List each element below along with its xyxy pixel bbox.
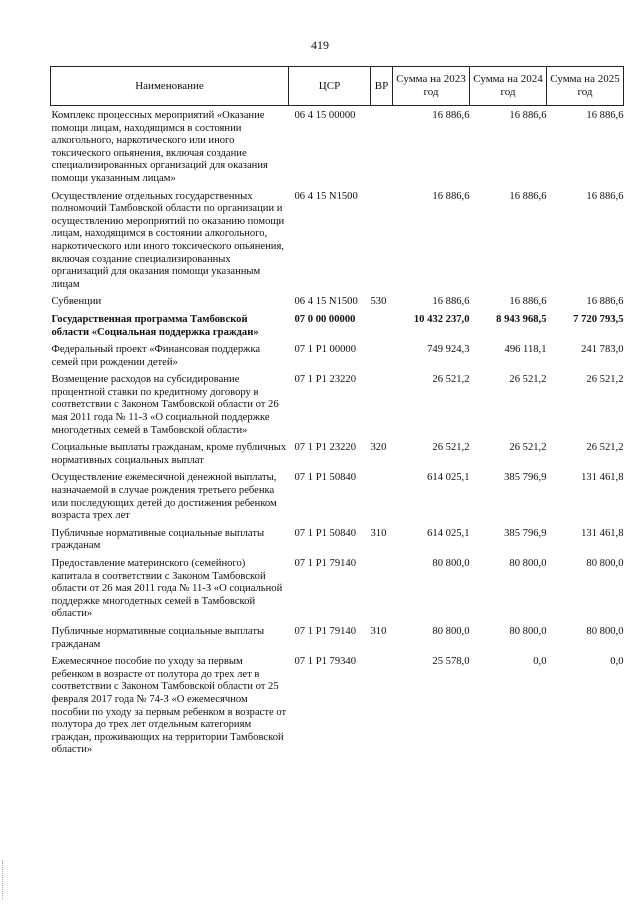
table-row (51, 106, 624, 191)
row-name: Публичные нормативные социальные выплаты гражданам (51, 527, 265, 552)
row-name: Публичные нормативные социальные выплаты гражданам (51, 625, 265, 650)
row-sum-2024: 80 800,0 (509, 625, 547, 637)
row-vr: 530 (370, 296, 387, 308)
row-csr: 06 4 15 00000 (294, 110, 356, 121)
row-sum-2024: 26 521,2 (509, 374, 547, 386)
table-row (51, 558, 624, 626)
table-row (51, 374, 624, 442)
row-sum-2024: 16 886,6 (509, 110, 547, 121)
header-sum-2023: Сумма на 2023 год (393, 67, 470, 106)
row-sum-2025: 0,0 (610, 656, 624, 668)
row-sum-2025: 7 720 793,5 (573, 313, 624, 325)
row-name: Федеральный проект «Финансовая поддержка семей при рождении детей» (51, 344, 261, 368)
budget-table (50, 66, 624, 762)
row-csr: 07 1 P1 79340 (294, 656, 357, 668)
row-csr: 07 1 P1 23220 (294, 374, 357, 386)
table-row (51, 442, 624, 472)
row-sum-2024: 8 943 968,5 (496, 313, 547, 325)
row-vr (371, 344, 393, 374)
row-vr (371, 106, 393, 191)
row-csr: 07 1 P1 79140 (294, 625, 357, 637)
row-sum-2023: 16 886,6 (432, 296, 470, 308)
scan-artifact: · · · · (288, 652, 322, 658)
header-vr: ВР (371, 67, 393, 106)
row-name: Комплекс процессных мероприятий «Оказание помощи лицам, находящимся в состоянии алкогольного, наркотического или иного токсического опьянения, включая создание специализированных организаций для оказания помощи указанным лицам» (51, 110, 268, 184)
table-body (51, 106, 624, 762)
table-row (51, 528, 624, 558)
row-name: Возмещение расходов на субсидирование процентной ставки по кредитному договору в соответствии с Законом Тамбовской области от 26 мая 2011 года № 11-З «О социальной поддержке многодетных семей в Тамбовской области» (51, 374, 279, 436)
row-vr (371, 314, 393, 344)
table-row (51, 344, 624, 374)
row-sum-2025: 26 521,2 (586, 442, 624, 454)
scan-edge (2, 860, 5, 900)
row-name: Предоставление материнского (семейного) капитала в соответствии с Законом Тамбовской области от 26 мая 2011 года № 11-З «О социальной поддержке многодетных семей в Тамбовской области» (51, 558, 283, 620)
row-sum-2024: 16 886,6 (509, 296, 547, 308)
row-csr: 07 1 P1 00000 (294, 344, 357, 356)
row-sum-2025: 131 461,8 (581, 472, 624, 484)
row-vr: 310 (370, 527, 387, 539)
header-csr: ЦСР (289, 67, 371, 106)
row-sum-2023: 80 800,0 (432, 625, 470, 637)
row-sum-2024: 385 796,9 (504, 527, 547, 539)
row-csr: 07 1 P1 23220 (294, 442, 357, 454)
row-name: Осуществление отдельных государственных полномочий Тамбовской области по организации и осуществлению мероприятий по оказанию помощи лицам, находящимся в состоянии алкогольного, наркотического или иного токсического опьянения, включая создание специализированных организаций для оказания помощи указанным лицам (51, 190, 285, 290)
row-sum-2023: 16 886,6 (432, 110, 470, 121)
row-csr: 07 1 P1 50840 (294, 472, 357, 484)
row-csr: 06 4 15 N1500 (294, 296, 358, 308)
row-sum-2023: 80 800,0 (432, 558, 470, 569)
row-csr: 07 0 00 00000 (294, 313, 356, 325)
row-name: Осуществление ежемесячной денежной выплаты, назначаемой в случае рождения третьего ребенка или последующих детей до достижения ребенком возраста трех лет (51, 472, 277, 522)
row-sum-2023: 614 025,1 (427, 472, 470, 484)
table-row (51, 191, 624, 297)
row-sum-2025: 16 886,6 (586, 190, 624, 202)
row-sum-2025: 16 886,6 (586, 110, 624, 121)
row-csr: 06 4 15 N1500 (294, 190, 358, 202)
row-sum-2023: 749 924,3 (427, 344, 470, 356)
table-header-row (51, 67, 624, 106)
row-sum-2025: 80 800,0 (586, 558, 624, 569)
row-name: Социальные выплаты гражданам, кроме публичных нормативных социальных выплат (51, 442, 287, 466)
row-sum-2024: 496 118,1 (504, 344, 547, 356)
table-row (51, 296, 624, 314)
row-vr (371, 191, 393, 297)
row-vr: 310 (370, 625, 387, 637)
row-vr (371, 472, 393, 527)
row-name: Государственная программа Тамбовской области «Социальная поддержка граждан» (51, 313, 259, 338)
row-sum-2024: 80 800,0 (509, 558, 547, 569)
row-sum-2024: 16 886,6 (509, 190, 547, 202)
row-sum-2024: 385 796,9 (504, 472, 547, 484)
row-sum-2023: 16 886,6 (432, 190, 470, 202)
header-sum-2024: Сумма на 2024 год (470, 67, 547, 106)
row-vr (371, 656, 393, 762)
row-sum-2025: 16 886,6 (586, 296, 624, 308)
row-sum-2025: 26 521,2 (586, 374, 624, 386)
row-sum-2023: 26 521,2 (432, 442, 470, 454)
header-sum-2025: Сумма на 2025 год (547, 67, 624, 106)
row-sum-2023: 10 432 237,0 (413, 313, 470, 325)
row-sum-2025: 131 461,8 (581, 527, 624, 539)
row-csr: 07 1 P1 79140 (294, 558, 357, 569)
table-row (51, 314, 624, 344)
row-sum-2023: 26 521,2 (432, 374, 470, 386)
table-row (51, 472, 624, 527)
row-name: Субвенции (51, 296, 102, 308)
table-row (51, 626, 624, 656)
row-csr: 07 1 P1 50840 (294, 527, 357, 539)
row-sum-2025: 80 800,0 (586, 625, 624, 637)
row-sum-2024: 26 521,2 (509, 442, 547, 454)
row-sum-2023: 25 578,0 (432, 656, 470, 668)
row-vr (371, 558, 393, 626)
row-sum-2024: 0,0 (533, 656, 547, 668)
row-name: Ежемесячное пособие по уходу за первым ребенком в возрасте от полутора до трех лет в соответствии с Законом Тамбовской области от 25 февраля 2017 года № 74-З «О ежемесячном пособии по уходу за первым ребенком в возрасте от полутора до трех лет отдельным категориям граждан, проживающих на территории Тамбовской области» (51, 656, 287, 756)
table-row (51, 656, 624, 762)
row-sum-2023: 614 025,1 (427, 527, 470, 539)
row-vr (371, 374, 393, 442)
page-number: 419 (311, 38, 329, 52)
row-vr: 320 (370, 442, 387, 454)
row-sum-2025: 241 783,0 (581, 344, 624, 356)
header-name: Наименование (51, 67, 289, 106)
